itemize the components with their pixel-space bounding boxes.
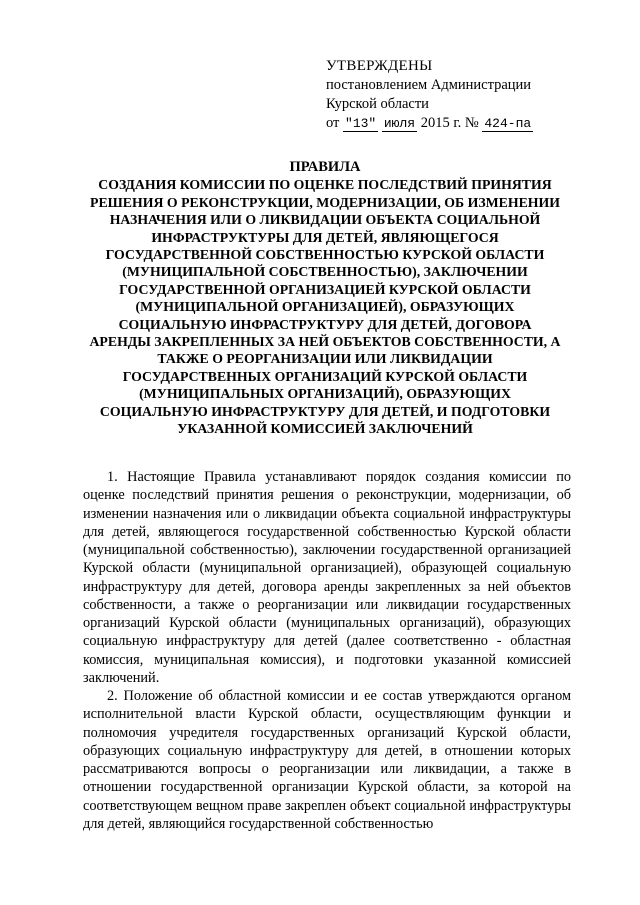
approval-block <box>326 57 626 133</box>
title-line: РЕШЕНИЯ О РЕКОНСТРУКЦИИ, МОДЕРНИЗАЦИИ, ОБ ИЗМЕНЕНИИ <box>90 194 560 210</box>
title-line: СОЦИАЛЬНУЮ ИНФРАСТРУКТУРУ ДЛЯ ДЕТЕЙ, И ПОДГОТОВКИ <box>99 403 551 419</box>
title-line: (МУНИЦИПАЛЬНЫХ ОРГАНИЗАЦИЙ), ОБРАЗУЮЩИХ <box>139 386 511 402</box>
title-line: ГОСУДАРСТВЕННОЙ ОРГАНИЗАЦИЕЙ КУРСКОЙ ОБЛАСТИ <box>119 281 531 297</box>
document-body <box>83 468 571 833</box>
title-line: ГОСУДАРСТВЕННОЙ СОБСТВЕННОСТЬЮ КУРСКОЙ ОБЛАСТИ <box>105 247 545 263</box>
title-line: СОЗДАНИЯ КОМИССИИ ПО ОЦЕНКЕ ПОСЛЕДСТВИЙ ПРИНЯТИЯ <box>98 177 552 193</box>
title-line: ГОСУДАРСТВЕННЫХ ОРГАНИЗАЦИЙ КУРСКОЙ ОБЛАСТИ <box>122 368 528 384</box>
title-line: ТАКЖЕ О РЕОРГАНИЗАЦИИ ИЛИ ЛИКВИДАЦИИ <box>157 351 493 367</box>
title-line: (МУНИЦИПАЛЬНОЙ СОБСТВЕННОСТЬЮ), ЗАКЛЮЧЕНИИ <box>122 264 528 280</box>
date-month: июля <box>383 116 416 131</box>
title-line: (МУНИЦИПАЛЬНОЙ ОРГАНИЗАЦИЕЙ), ОБРАЗУЮЩИХ <box>135 299 515 315</box>
decree-number: 424-па <box>484 116 532 131</box>
title-line: СОЦИАЛЬНУЮ ИНФРАСТРУКТУРУ ДЛЯ ДЕТЕЙ, ДОГОВОРА <box>118 316 532 332</box>
paragraph-1: 1. Настоящие Правила устанавливают порядок создания комиссии по оценке последствий принятия решения о реконструкции, модернизации, об изменении назначения или о ликвидации объекта социальной инфраструктуры для детей, являющегося государственной собственностью Курской области (муниципальной собственностью), заключении государственной организацией Курской области (муниципальной организацией), образующей социальную инфраструктуру для детей, договора аренды закрепленных за ней объектов собственности, а также о реорганизации или ликвидации государственных организаций Курской области (муниципальных организаций), образующих социальную инфраструктуру для детей (далее соответственно - областная комиссия, муниципальная комиссия), и подготовки указанной комиссией заключений. <box>83 469 571 686</box>
title-line: АРЕНДЫ ЗАКРЕПЛЕННЫХ ЗА НЕЙ ОБЪЕКТОВ СОБСТВЕННОСТИ, А <box>89 334 561 350</box>
paragraph-2: 2. Положение об областной комиссии и ее состав утверждаются органом исполнительной власти Курской области, осуществляющим функции и полномочия учредителя государственных организаций Курской области, образующих социальную инфраструктуру для детей, в отношении которых рассматриваются вопросы о реорганизации или ликвидации, а также в отношении государственной организации Курской области, за которой на соответствующем вещном праве закреплен объект социальной инфраструктуры для детей, являющийся государственной собственностью <box>83 688 571 832</box>
title-heading: ПРАВИЛА <box>289 159 361 175</box>
date-day: "13" <box>345 116 377 131</box>
approval-line-3: Курской области <box>326 96 429 112</box>
date-year: 2015 г. № <box>420 115 479 131</box>
title-line: ИНФРАСТРУКТУРЫ ДЛЯ ДЕТЕЙ, ЯВЛЯЮЩЕГОСЯ <box>151 229 499 245</box>
approval-date-line <box>326 114 626 133</box>
title-line: НАЗНАЧЕНИЯ ИЛИ О ЛИКВИДАЦИИ ОБЪЕКТА СОЦИАЛЬНОЙ <box>109 212 541 228</box>
document-title <box>60 159 590 438</box>
approval-line-2: постановлением Администрации <box>326 77 532 93</box>
title-line: УКАЗАННОЙ КОМИССИЕЙ ЗАКЛЮЧЕНИЙ <box>177 421 473 437</box>
date-prefix: от <box>326 115 340 131</box>
approval-heading: УТВЕРЖДЕНЫ <box>326 58 433 74</box>
